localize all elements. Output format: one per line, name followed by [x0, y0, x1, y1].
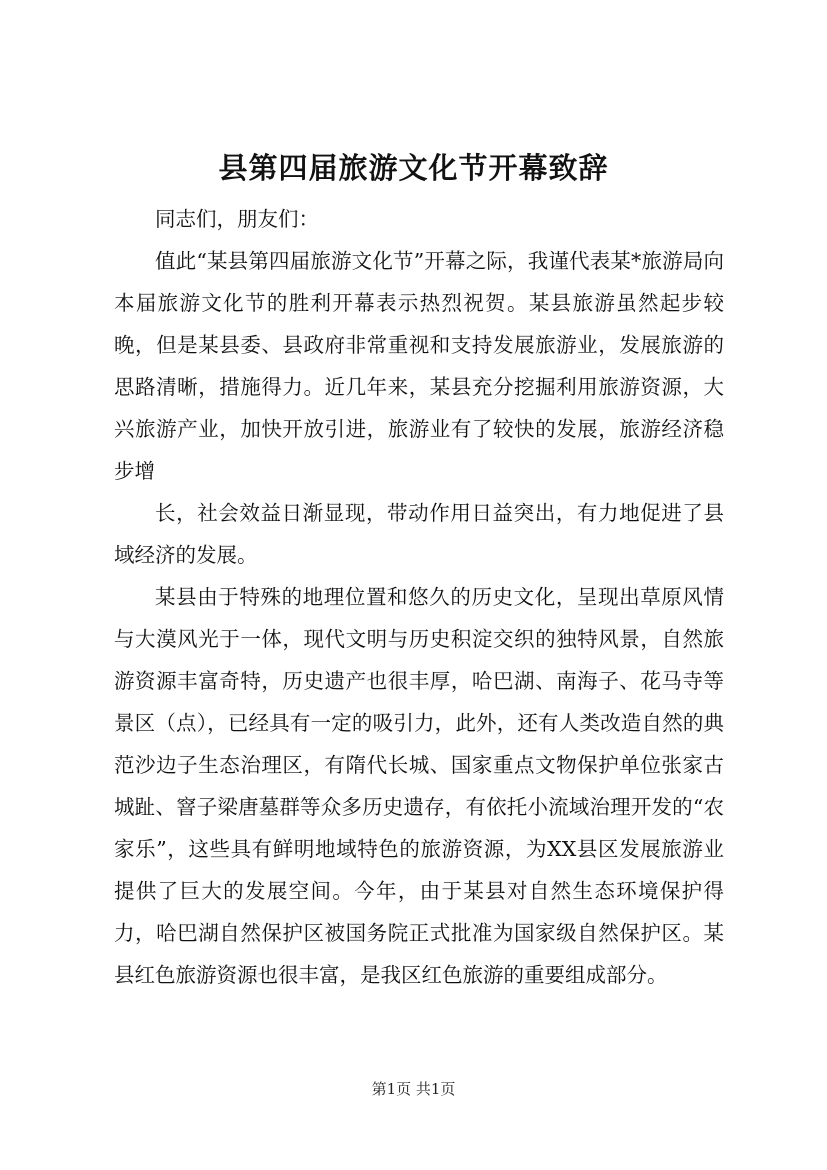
- paragraph-1: 值此“某县第四届旅游文化节”开幕之际，我谨代表某*旅游局向本届旅游文化节的胜利开幕表示热烈祝贺。某县旅游虽然起步较晚，但是某县委、县政府非常重视和支持发展旅游业，发展旅游的思路清晰，措施得力。近几年来，某县充分挖掘利用旅游资源，大兴旅游产业，加快开放引进，旅游业有了较快的发展，旅游经济稳步增: [114, 249, 724, 483]
- paragraph-3: 某县由于特殊的地理位置和悠久的历史文化，呈现出草原风情与大漠风光于一体，现代文明与历史积淀交织的独特风景，自然旅游资源丰富奇特，历史遗产也很丰厚，哈巴湖、南海子、花马寺等景区（点），已经具有一定的吸引力，此外，还有人类改造自然的典范沙边子生态治理区，有隋代长城、国家重点文物保护单位张家古城趾、窨子梁唐墓群等众多历史遗存，有依托小流域治理开发的“农家乐”，这些具有鲜明地域特色的旅游资源，为XX县区发展旅游业提供了巨大的发展空间。今年，由于某县对自然生态环境保护得力，哈巴湖自然保护区被国务院正式批准为国家级自然保护区。某县红色旅游资源也很丰富，是我区红色旅游的重要组成部分。: [114, 585, 724, 987]
- document-body: [114, 198, 724, 996]
- salutation: 同志们，朋友们：: [155, 207, 319, 231]
- page-footer: 第1页 共1页: [371, 1080, 456, 1098]
- paragraph-2: 长，社会效益日渐显现，带动作用日益突出，有力地促进了县域经济的发展。: [114, 501, 724, 567]
- document-title: 县第四届旅游文化节开幕致辞: [218, 151, 609, 185]
